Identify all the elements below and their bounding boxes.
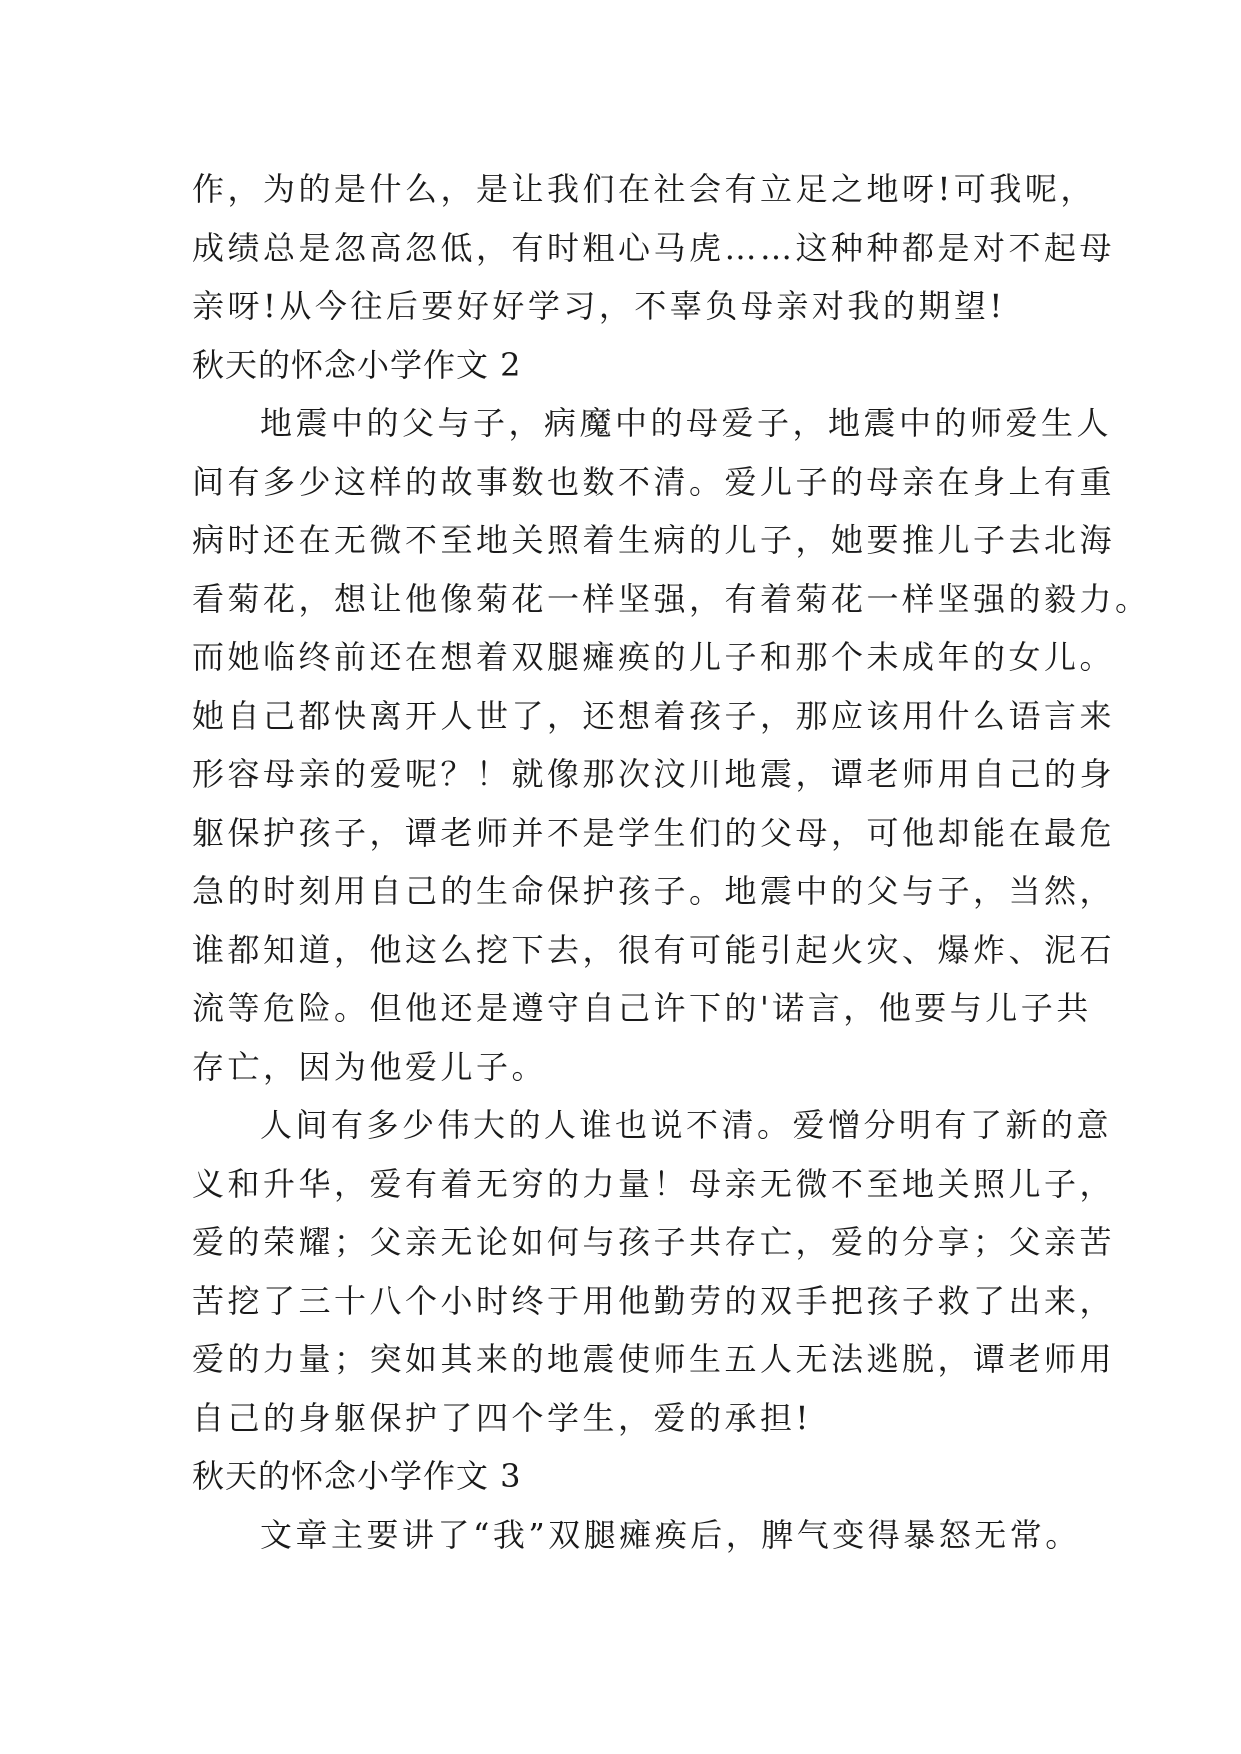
text-line: 看菊花，想让他像菊花一样坚强，有着菊花一样坚强的毅力。 [192,579,1151,618]
text-line: 形容母亲的爱呢？！就像那次汶川地震，谭老师用自己的身 [192,755,1116,793]
text-line: 成绩总是忽高忽低，有时粗心马虎……这种种都是对不起母 [192,228,1116,267]
text-line: 作，为的是什么，是让我们在社会有立足之地呀!可我呢， [192,170,1096,208]
text-line: 存亡，因为他爱儿子。 [192,1047,548,1086]
paragraph-first-line: 地震中的父与子，病魔中的母爱子，地震中的师爱生人 [260,404,1113,442]
text-line: 病时还在无微不至地关照着生病的儿子，她要推儿子去北海 [192,521,1116,559]
section-heading: 秋天的怀念小学作文 3 [192,1457,522,1495]
text-line: 自己的身躯保护了四个学生，爱的承担! [192,1398,812,1437]
text-line: 而她临终前还在想着双腿瘫痪的儿子和那个未成年的女儿。 [192,638,1116,676]
text-line: 爱的力量；突如其来的地震使师生五人无法逃脱，谭老师用 [192,1340,1116,1378]
text-line: 谁都知道，他这么挖下去，很有可能引起火灾、爆炸、泥石 [192,930,1116,969]
paragraph-first-line: 人间有多少伟大的人谁也说不清。爱憎分明有了新的意 [260,1106,1113,1144]
text-line: 爱的荣耀；父亲无论如何与孩子共存亡，爱的分享；父亲苦 [192,1223,1116,1261]
section-heading: 秋天的怀念小学作文 2 [192,345,522,384]
paragraph-first-line: 文章主要讲了“我”双腿瘫痪后，脾气变得暴怒无常。 [260,1515,1081,1554]
text-line: 苦挖了三十八个小时终于用他勤劳的双手把孩子救了出来， [192,1281,1116,1320]
text-line: 亲呀!从今往后要好好学习，不辜负母亲对我的期望! [192,287,1006,325]
text-line: 义和升华，爱有着无穷的力量！母亲无微不至地关照儿子， [192,1164,1116,1203]
text-line: 躯保护孩子，谭老师并不是学生们的父母，可他却能在最危 [192,813,1116,852]
text-line: 间有多少这样的故事数也数不清。爱儿子的母亲在身上有重 [192,462,1116,501]
text-line: 流等危险。但他还是遵守自己许下的'诺言，他要与儿子共 [192,989,1092,1027]
text-line: 急的时刻用自己的生命保护孩子。地震中的父与子，当然， [192,872,1116,910]
text-line: 她自己都快离开人世了，还想着孩子，那应该用什么语言来 [192,696,1116,735]
document-page [192,160,1151,1564]
